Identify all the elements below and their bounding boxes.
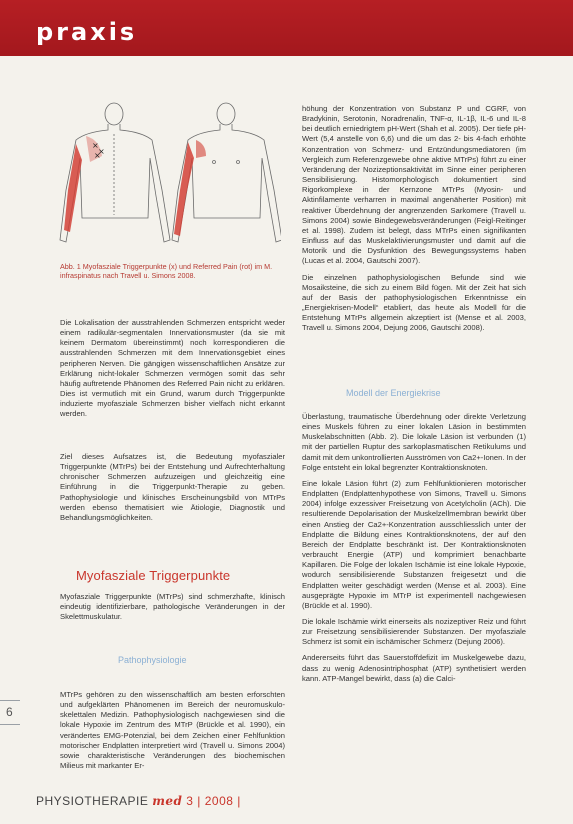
trigger-point-marker: ×	[94, 151, 101, 160]
left-paragraph-4: MTrPs gehören zu den wissenschaftlich am besten erforschten und aufgeklärten Phänomenen im Bereich der neuromuskulo-skelettalen Medizin. Pathophysiologisch nachgewiesen sind die lokale Hypoxie im Zentrum des MTrP (Brückle et al. 1990), ein verändertes EMG-Potenzial, bei dem Zeichen einer Fehlfunktion motorischer Endplatten interpretiert wird (Travell u. Simons 2004) sowie charakteristische Veränderungen des biochemischen Milieus mit markanter Er-	[60, 690, 285, 771]
footer-issue: 3 | 2008 |	[186, 794, 241, 808]
trigger-point-marker: ×	[98, 147, 105, 156]
page-number-rule-top	[0, 700, 20, 701]
footer	[36, 794, 241, 808]
right-column-block-2	[302, 412, 526, 690]
heading-modell-der-energiekrise: Modell der Energiekrise	[346, 388, 441, 398]
page-number: 6	[6, 705, 13, 719]
left-column-block-1	[60, 318, 285, 426]
right-column-block-1	[302, 104, 526, 339]
trigger-point-marker: ×	[92, 141, 99, 150]
left-paragraph-3: Myofasziale Triggerpunkte (MTrPs) sind schmerzhafte, klinisch eindeutig identifizierbare, pathologische Veränderungen in der Skelettmuskulatur.	[60, 592, 285, 622]
left-paragraph-1: Die Lokalisation der ausstrahlenden Schmerzen entspricht weder einem radikulär-segmentalen Innervationsmuster (da sie mit keinem Dermatom übereinstimmt) noch korrespondieren die ausstrahlenden Schmerzen mit dem Innervationsgebiet eines peripheren Nerven. Die gängigen wissenschaftlichen Ansätze zur Erklärung nicht-lokaler Schmerzen vermögen somit das sehr häufig auftretende Phänomen des Referred Pain nicht zu erklären. Dies ist vermutlich mit ein Grund, warum durch Triggerpunkte induzierte myofasziale Schmerzen bisher vielfach nicht erkannt werden.	[60, 318, 285, 419]
right-paragraph-6: Andererseits führt das Sauerstoffdefizit im Muskelgewebe dazu, dass zu wenig Adenosintriphosphat (ATP) synthetisiert werden kann. ATP-Mangel bewirkt, dass (a) die Calci-	[302, 653, 526, 683]
right-paragraph-1: höhung der Konzentration von Substanz P und CGRF, von Bradykinin, Serotonin, Noradrenalin, TNF-α, IL-1β, IL-6 und IL-8 bei deutlich erniedrigtem pH-Wert (Shah et al. 2005). Der tiefe pH-Wert (5,4 anstelle von 6,6) und die um das 2- bis 4-fach erhöhte Konzentration von Schmerz- und Entzündungsmediatoren (im Vergleich zum Referenzgewebe ohne aktive MTrPs) führt zu einer Veränderung der Nozizeptionsaktivität im Sinne einer peripheren Sensibilisierung. Histomorphologisch dokumentiert sind Rigorkomplexe in der Kernzone MTrPs (Myosin- und Aktinfilamente verharren in maximal angenäherter Position) mit reaktiver Überdehnung der angrenzenden Sarkomere (Travell u. Simons 2004) sowie Bindegewebsveränderungen (Feigl-Reitinger et al. 1998). Zudem ist belegt, dass MTrPs einen signifikanten Einfluss auf das Muskelaktivierungsmuster und damit auf die Motorik und die Dysfunktion des Bewegungssystems haben (Lucas et al. 2004, Gautschi 2007).	[302, 104, 526, 266]
figure-caption: Abb. 1 Myofasziale Triggerpunkte (x) und Referred Pain (rot) im M. infraspinatus nach Travell u. Simons 2008.	[60, 262, 273, 280]
section-title: praxis	[36, 18, 138, 46]
right-paragraph-2: Die einzelnen pathophysiologischen Befunde sind wie Mosaiksteine, die sich zu einem Bild fügen. Mit der Zeit hat sich auf der Basis der pathophysiologischen Erkenntnisse ein „Energiekrisen-Modell“ etabliert, das heute als Modell für die Entstehung MTrPs allgemein akzeptiert ist (Mense et al. 2003, Travell u. Simons 2004, Dejung 2006, Gautschi 2008).	[302, 272, 526, 333]
heading-pathophysiologie: Pathophysiologie	[118, 655, 187, 665]
trigger-point-figure	[56, 100, 281, 260]
page-number-rule-bottom	[0, 724, 20, 725]
right-paragraph-5: Die lokale Ischämie wirkt einerseits als nozizeptiver Reiz und führt zur Freisetzung sensibilisierender Substanzen. Der myofasziale Schmerz ist somit ein ischämischer Schmerz (Dejung 2006).	[302, 616, 526, 647]
referred-pain-area-front	[174, 142, 194, 236]
left-column-block-4	[60, 690, 285, 777]
left-column-block-3	[60, 592, 285, 628]
right-paragraph-4: Eine lokale Läsion führt (2) zum Fehlfunktionieren motorischer Endplatten (Endplattenhypothese von Simons, Travell u. Simons 2004) infolge exzessiver Freisetzung von Acetylcholin (ACh). Die resultierende Depolarisation der Muskelzellmembran bewirkt über einen Anstieg der Ca2+-Konzentration ausschliesslich unter der Endplatte die Bildung eines Kontraktionsknotens, der auf den Bereich der Endplatte beschränkt ist. Der Kontraktionsknoten verbraucht Energie (ATP) und komprimiert benachbarte Kapillaren. Die Folge der lokalen Ischämie ist eine lokale Hypoxie, wodurch sensibilisierende Substanzen freigesetzt und die Endplatten weiter geschädigt werden (Mense et al. 2003). Eine ausgeprägte Hypoxie im MTrP ist experimentell nachgewiesen (Brückle et al. 1990).	[302, 478, 526, 610]
footer-journal: PHYSIOTHERAPIE	[36, 794, 149, 808]
heading-myofasziale-triggerpunkte: Myofasziale Triggerpunkte	[76, 568, 231, 583]
right-paragraph-3: Überlastung, traumatische Überdehnung oder direkte Verletzung eines Muskels führen zu einer lokalen Läsion in bestimmten Muskelabschnitten (Abb. 2). Die lokale Läsion ist verbunden (1) mit der partiellen Ruptur des sarkoplasmatischen Retikulums und damit mit dem unkontrollierten Ausströmen von Ca2+-Ionen. In der Folge entsteht ein lokal begrenzter Kontraktionsknoten.	[302, 412, 526, 472]
footer-med-logo: med	[152, 794, 183, 808]
left-column-block-2	[60, 452, 285, 529]
left-paragraph-2: Ziel dieses Aufsatzes ist, die Bedeutung myofaszialer Triggerpunkte (MTrPs) bei der Entstehung und Aufrechterhaltung chronischer Schmerzen aufzuzeigen und gleichzeitig eine Einführung in die Triggerpunkt-Therapie zu geben. Pathophysiologie und klinisches Erscheinungsbild von MTrPs werden ebenso thematisiert wie Ätiologie, Diagnostik und Behandlungsmöglichkeiten.	[60, 452, 285, 522]
